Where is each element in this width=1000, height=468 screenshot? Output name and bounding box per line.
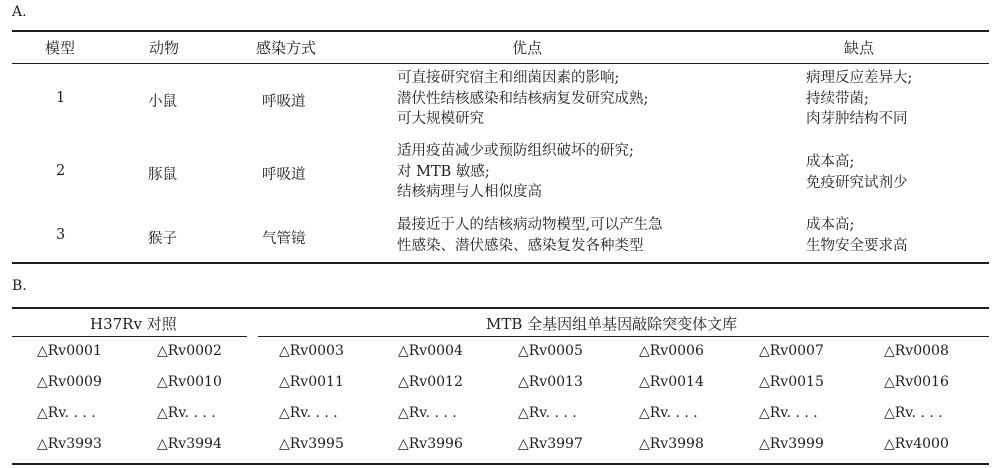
row2-animal: 豚鼠 [148, 167, 177, 183]
mutant-strain-cell: △Rv0007 [759, 343, 824, 359]
row3-route: 气管镜 [262, 231, 306, 247]
row3-dis-line: 生物安全要求高 [806, 237, 908, 254]
row2-dis-line: 成本高; [806, 154, 855, 170]
mutant-strain-cell: △Rv3996 [398, 436, 463, 452]
mutant-strain-cell: △Rv3995 [279, 436, 344, 452]
control-strain-cell: △Rv0010 [157, 374, 222, 390]
row3-dis-line: 成本高; [806, 217, 855, 233]
row2-adv-line: 对 MTB 敏感; [397, 163, 490, 180]
section-b-label: B. [12, 278, 27, 294]
control-strain-cell: △Rv0009 [37, 374, 102, 390]
control-group-header: H37Rv 对照 [90, 315, 177, 333]
row2-advantages [397, 141, 634, 203]
row2-dis-line: 免疫研究试剂少 [806, 174, 908, 191]
mutant-strain-cell: △Rv0013 [518, 374, 583, 390]
row2-model: 2 [56, 163, 66, 179]
mutant-strain-cell: △Rv0003 [279, 343, 344, 359]
row3-model: 3 [56, 227, 66, 243]
control-strain-cell: △Rv0001 [37, 343, 102, 359]
mutant-strain-cell: △Rv0004 [398, 343, 463, 359]
mutant-strain-cell: △Rv3999 [759, 436, 824, 452]
control-strain-cell: △Rv0002 [157, 343, 222, 359]
header-disadvantages: 缺点 [844, 39, 875, 57]
row3-advantages [397, 215, 663, 256]
control-strain-cell: △Rv. . . . [37, 405, 96, 421]
header-animal: 动物 [149, 39, 180, 57]
section-a-label: A. [12, 4, 27, 20]
row2-route: 呼吸道 [262, 167, 306, 183]
table-a-bottom-rule [12, 262, 989, 264]
mutant-strain-cell: △Rv3998 [639, 436, 704, 452]
header-route: 感染方式 [256, 39, 317, 57]
control-strain-cell: △Rv3994 [157, 436, 222, 452]
row1-animal: 小鼠 [148, 94, 177, 110]
table-a-header-rule [12, 63, 989, 64]
mutant-strain-cell: △Rv0014 [639, 374, 704, 390]
mutant-strain-cell: △Rv0016 [884, 374, 949, 390]
mutant-strain-cell: △Rv. . . . [279, 405, 338, 421]
mutant-strain-cell: △Rv0006 [639, 343, 704, 359]
row1-adv-line: 可直接研究宿主和细菌因素的影响; [397, 70, 620, 86]
mutant-strain-cell: △Rv0008 [884, 343, 949, 359]
row1-adv-line: 潜伏性结核感染和结核病复发研究成熟; [397, 90, 649, 107]
mutant-strain-cell: △Rv0005 [518, 343, 583, 359]
row3-adv-line: 性感染、潜伏感染、感染复发各种类型 [397, 237, 644, 254]
mutant-strain-cell: △Rv. . . . [398, 405, 457, 421]
library-group-rule [258, 336, 989, 337]
mutant-strain-cell: △Rv. . . . [884, 405, 943, 421]
row1-dis-line: 持续带菌; [806, 90, 869, 107]
row1-dis-line: 肉芽肿结构不同 [806, 111, 908, 127]
row1-model: 1 [56, 90, 66, 106]
row3-animal: 猴子 [148, 231, 177, 247]
mutant-strain-cell: △Rv. . . . [639, 405, 698, 421]
row3-disadvantages [806, 215, 908, 256]
row1-disadvantages [806, 68, 912, 130]
table-b-bottom-rule [12, 463, 989, 465]
library-group-header: MTB 全基因组单基因敲除突变体文库 [486, 315, 738, 333]
mutant-strain-cell: △Rv. . . . [518, 405, 577, 421]
row1-route: 呼吸道 [262, 94, 306, 110]
control-group-rule [12, 336, 247, 337]
mutant-strain-cell: △Rv0012 [398, 374, 463, 390]
mutant-strain-cell: △Rv0015 [759, 374, 824, 390]
mutant-strain-cell: △Rv3997 [518, 436, 583, 452]
row1-dis-line: 病理反应差异大; [806, 70, 913, 86]
row2-adv-line: 结核病理与人相似度高 [397, 184, 542, 200]
mutant-strain-cell: △Rv0011 [279, 374, 344, 390]
table-b-top-rule [12, 307, 989, 309]
header-advantages: 优点 [512, 39, 543, 57]
mutant-strain-cell: △Rv. . . . [759, 405, 818, 421]
row1-adv-line: 可大规模研究 [397, 111, 484, 127]
header-model: 模型 [45, 39, 76, 57]
mutant-strain-cell: △Rv4000 [884, 436, 949, 452]
row1-advantages [397, 68, 648, 130]
control-strain-cell: △Rv3993 [37, 436, 102, 452]
control-strain-cell: △Rv. . . . [157, 405, 216, 421]
row3-adv-line: 最接近于人的结核病动物模型,可以产生急 [397, 217, 663, 233]
table-a-top-rule [12, 30, 989, 32]
row2-disadvantages [806, 152, 908, 193]
row2-adv-line: 适用疫苗减少或预防组织破坏的研究; [397, 143, 634, 159]
